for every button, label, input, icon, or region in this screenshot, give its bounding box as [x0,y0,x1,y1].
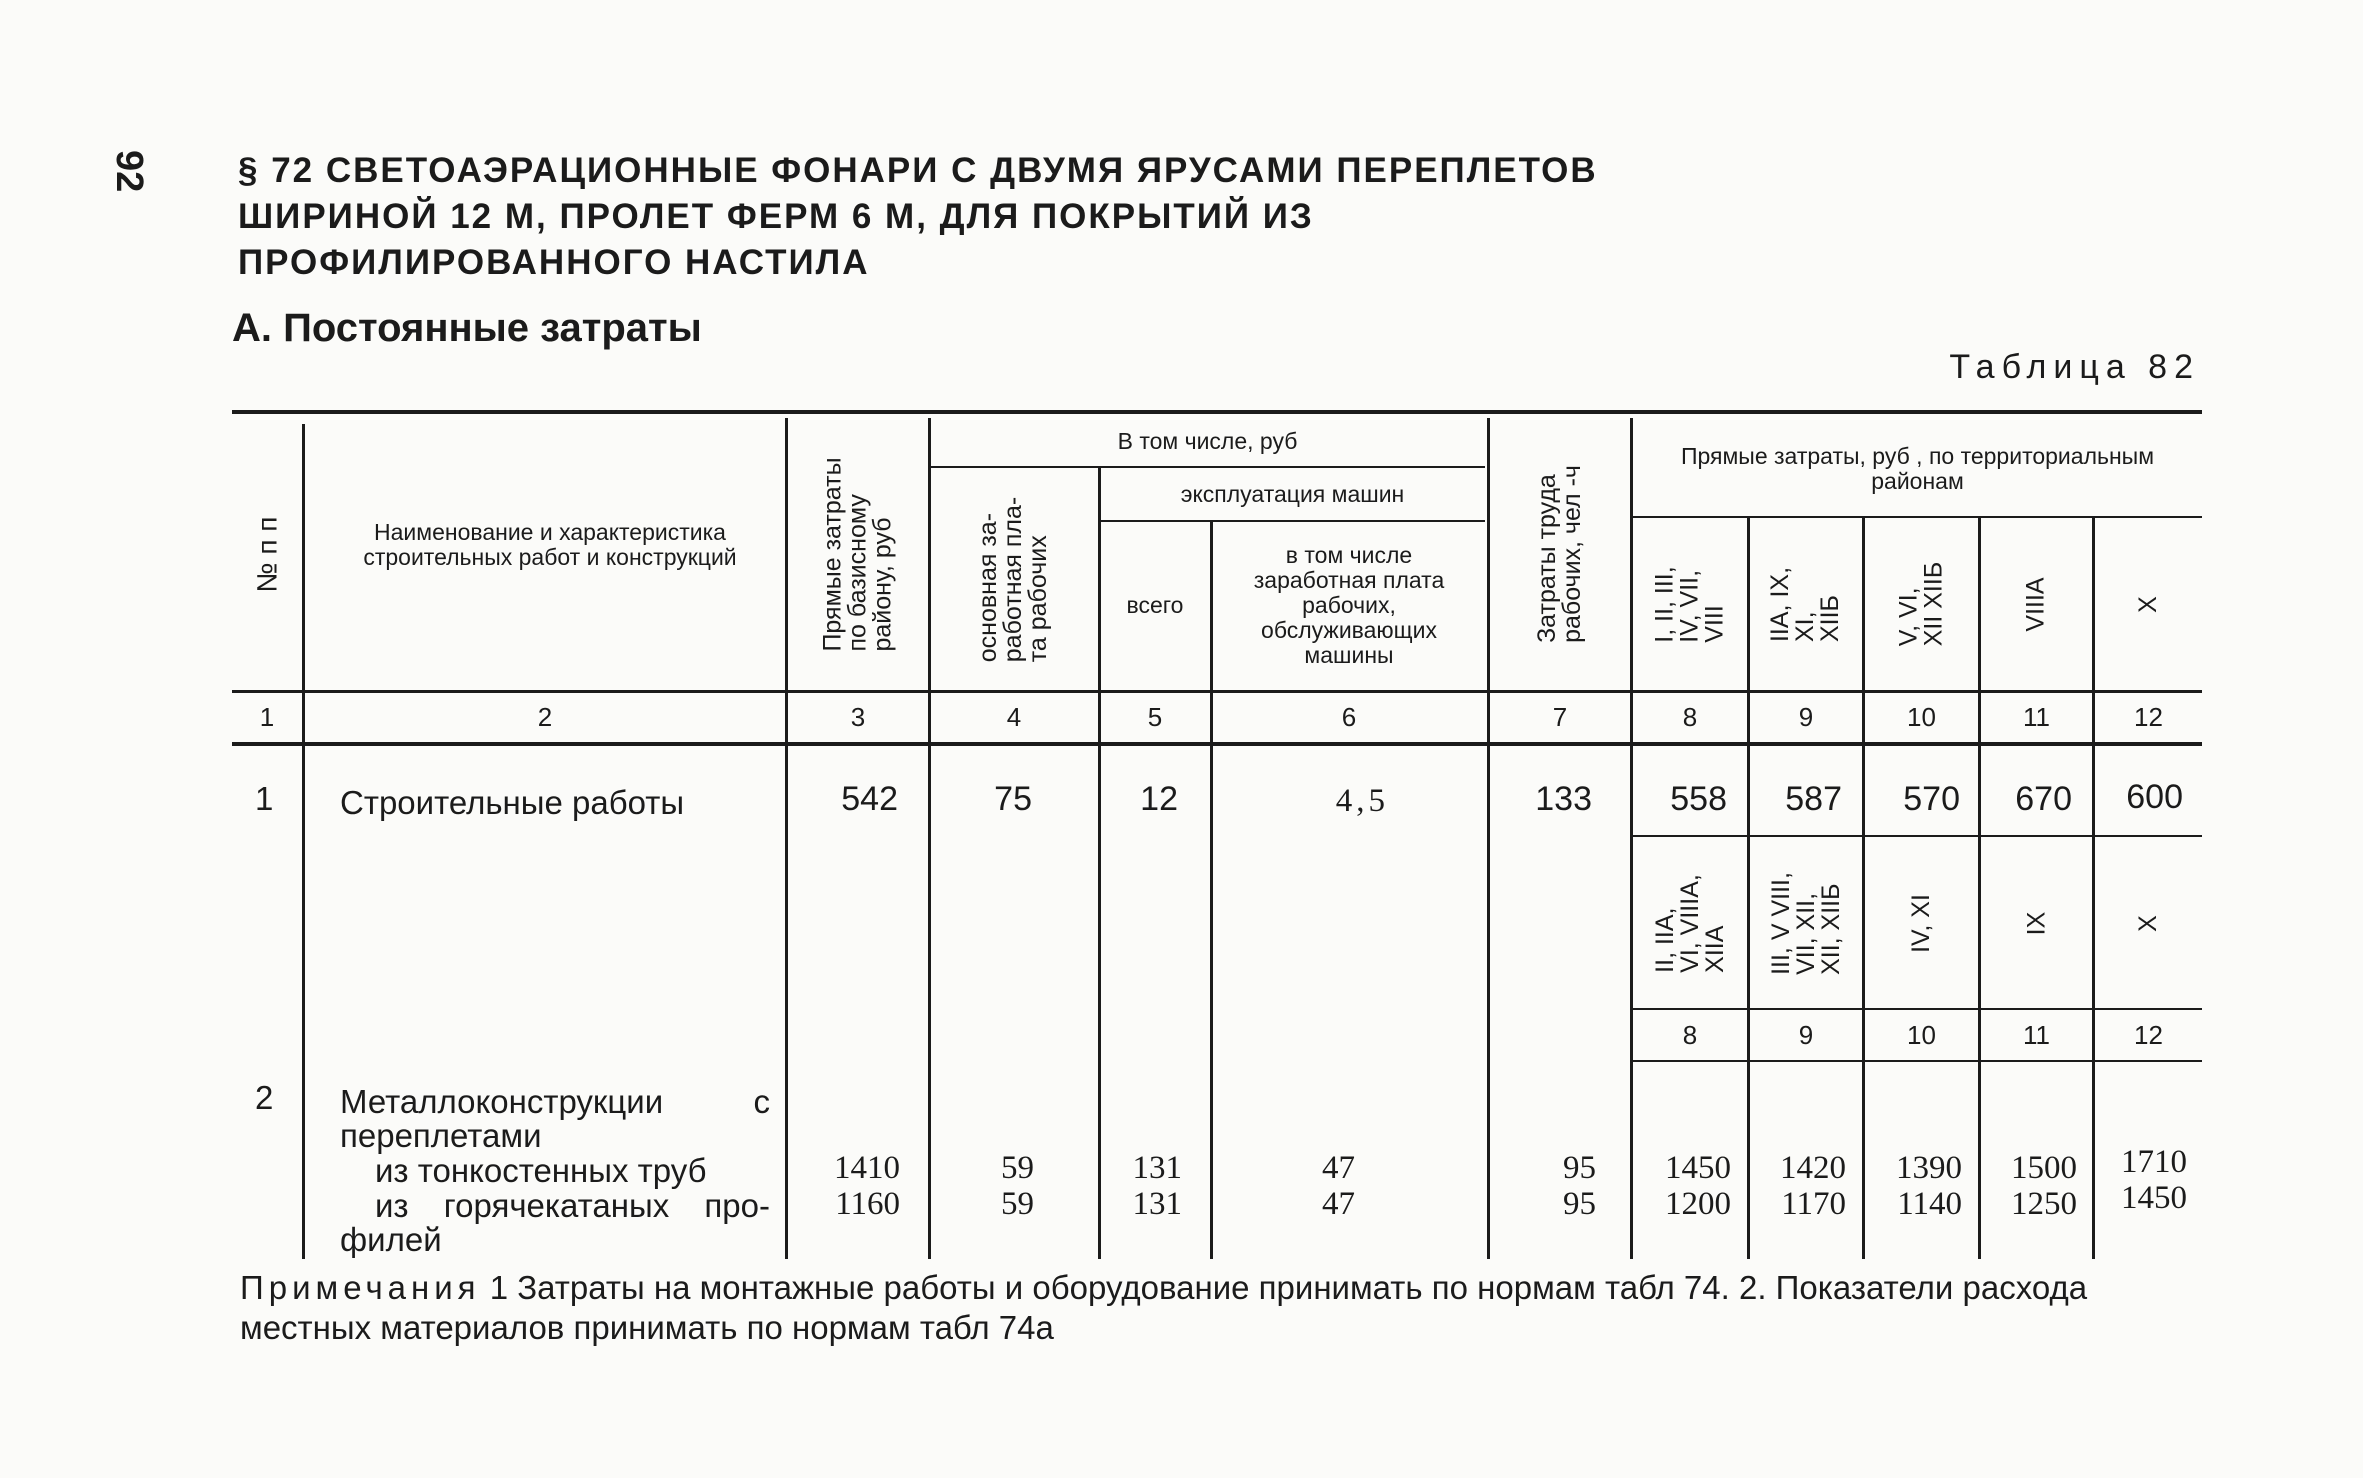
subrow-name: из горячекатаных про- [375,1187,770,1224]
header-incl: В том числе, руб [1117,427,1298,454]
cell-machine-wages: 47 [1322,1186,1355,1222]
page-number: 92 [108,150,150,193]
cell-total: 12 [1140,780,1178,818]
header-num: № п п [251,516,283,592]
cell-total: 131 [1132,1150,1182,1186]
region-header-row2-10: IV, XI [1907,893,1935,953]
header-name: Наименование и характеристика строительных работ и конструкций [363,519,737,570]
row-name: Металлоконструкции с [340,1083,770,1120]
cell-wages: 59 [1001,1150,1034,1186]
region-header-row2-12: X [2134,914,2162,932]
col-num-6: 6 [1341,701,1357,732]
cell-region-9: 1170 [1781,1186,1846,1222]
table-label: Таблица 82 [1949,348,2200,386]
region-header-row2-9: III, V VIII, VII, XII, XII, XIIБ [1766,871,1845,975]
header-machine-wages: в том числе заработная плата рабочих, обслуживающих машины [1253,541,1445,668]
region-header-10: V, VI, XII XIIБ [1894,561,1948,647]
cell-labor: 95 [1563,1150,1596,1186]
col-num-8: 8 [1682,701,1698,732]
col-num-3: 3 [850,701,866,732]
row-num: 1 [255,780,274,817]
section-title: § 72 СВЕТОАЭРАЦИОННЫЕ ФОНАРИ С ДВУМЯ ЯРУСАМИ ПЕРЕПЛЕТОВ ШИРИНОЙ 12 М, ПРОЛЕТ ФЕРМ 6 М, ДЛЯ ПОКРЫТИЙ ИЗ ПРОФИЛИРОВАННОГО НАСТИЛА [238,151,1598,282]
cell-machine-wages: 47 [1322,1150,1355,1186]
subrow-name-cont: филей [340,1221,442,1258]
col-num-1: 1 [259,701,275,732]
cell-region-12: 1450 [2121,1180,2187,1216]
col-num-row2-10: 10 [1907,1019,1936,1050]
cell-region-11: 670 [2015,780,2072,818]
cell-direct-cost: 542 [841,780,898,818]
region-header-8: I, II, III, IV, VII, VIII [1650,565,1729,643]
cell-machine-wages: 4,5 [1335,783,1389,819]
table-notes [240,1268,2210,1348]
region-header-row2-11: IX [2022,911,2050,935]
cell-total: 131 [1132,1186,1182,1222]
note-text: 1 Затраты на монтажные работы и оборудование принимать по нормам табл 74. 2. Показатели расхода местных материалов принимать по нормам табл 74а [240,1269,2088,1346]
section-subtitle: А. Постоянные затраты [232,306,702,350]
col-num-row2-11: 11 [2023,1019,2050,1050]
col-num-9: 9 [1798,701,1814,732]
header-regions: Прямые затраты, руб , по территориальным районам [1680,443,2155,494]
cell-region-9: 1420 [1780,1150,1846,1186]
region-header-row2-8: II, IIA, VI, VIIIA, XIIA [1650,873,1729,973]
cell-labor: 95 [1563,1186,1596,1222]
header-direct-cost: Прямые затраты по базисному району, руб [818,456,897,652]
cell-region-12: 1710 [2121,1144,2187,1180]
region-header-12: X [2134,595,2162,613]
col-num-row2-9: 9 [1798,1019,1814,1050]
cell-region-8: 1450 [1665,1150,1731,1186]
cell-wages: 59 [1001,1186,1034,1222]
cell-wages: 75 [994,780,1032,818]
cell-region-12: 600 [2126,778,2183,816]
col-num-5: 5 [1147,701,1163,732]
col-num-11: 11 [2023,701,2050,732]
region-header-11: VIIIA [2022,576,2050,632]
col-num-12: 12 [2134,701,2163,732]
col-num-10: 10 [1907,701,1936,732]
row-name-cont: переплетами [340,1117,542,1154]
cell-region-8: 1200 [1665,1186,1731,1222]
col-num-7: 7 [1552,701,1568,732]
cell-region-11: 1250 [2011,1186,2077,1222]
header-labor: Затраты труда рабочих, чел -ч [1533,465,1587,643]
cell-labor: 133 [1535,780,1592,818]
cell-direct-cost: 1160 [835,1186,900,1222]
subrow-name: из тонкостенных труб [375,1152,707,1189]
row-name: Строительные работы [340,784,685,821]
col-num-row2-12: 12 [2134,1019,2163,1050]
cell-region-8: 558 [1670,780,1727,818]
header-total: всего [1126,591,1184,618]
region-header-9: IIA, IX, XI, XIIБ [1766,566,1845,642]
cell-region-9: 587 [1785,780,1842,818]
cell-region-10: 1390 [1896,1150,1962,1186]
row-num: 2 [255,1079,274,1116]
cell-region-11: 1500 [2011,1150,2077,1186]
cell-region-10: 570 [1903,780,1960,818]
cell-region-10: 1140 [1897,1186,1962,1222]
col-num-row2-8: 8 [1682,1019,1698,1050]
header-wages: основная за- работная пла- та рабочих [974,496,1053,662]
col-num-4: 4 [1006,701,1022,732]
cell-direct-cost: 1410 [834,1150,900,1186]
note-label: Примечания [240,1269,481,1306]
col-num-2: 2 [537,701,553,732]
header-machines: эксплуатация машин [1180,480,1405,507]
